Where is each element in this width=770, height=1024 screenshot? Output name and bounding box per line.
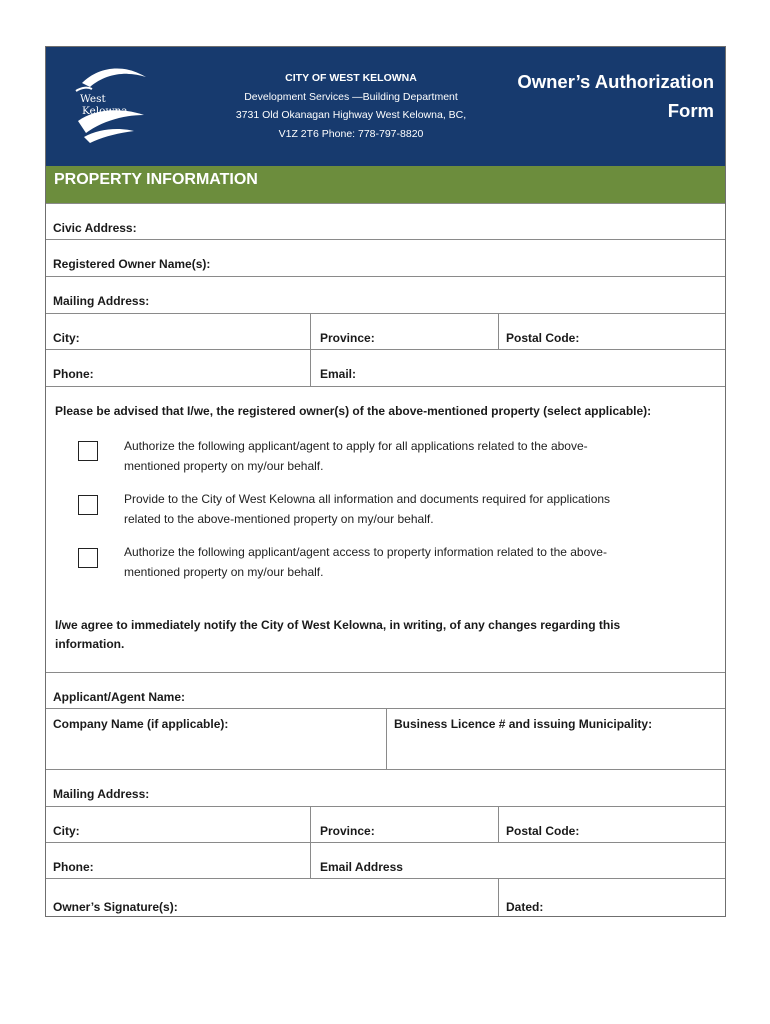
mailing-address-field[interactable]: Mailing Address: (53, 294, 150, 308)
option-1-line2: mentioned property on my/our behalf. (124, 459, 324, 473)
form-title (496, 67, 714, 125)
agreement-line1: I/we agree to immediately notify the City of West Kelowna, in writing, of any changes regarding this (55, 618, 621, 632)
postal-code-field[interactable]: Postal Code: (506, 331, 580, 345)
form-title-line2: Form (667, 100, 714, 121)
address: 3731 Old Okanagan Highway West Kelowna, BC, (235, 109, 467, 121)
divider (498, 806, 499, 842)
divider (46, 276, 725, 277)
divider (46, 842, 725, 843)
owner-signature-field[interactable]: Owner’s Signature(s): (53, 900, 178, 914)
org-info (216, 69, 486, 143)
option-1-checkbox[interactable] (78, 441, 98, 461)
civic-address-field[interactable]: Civic Address: (53, 221, 137, 235)
dated-field[interactable]: Dated: (506, 900, 544, 914)
divider (498, 878, 499, 916)
agreement-line2: information. (55, 636, 125, 651)
divider (386, 708, 387, 769)
divider (46, 349, 725, 350)
divider (46, 313, 725, 314)
applicant-phone-field[interactable]: Phone: (53, 860, 94, 874)
applicant-name-field[interactable]: Applicant/Agent Name: (53, 690, 186, 704)
province-field[interactable]: Province: (320, 331, 375, 345)
email-field[interactable]: Email: (320, 367, 357, 381)
postal-phone: V1Z 2T6 Phone: 778-797-8820 (278, 127, 424, 140)
org-name: CITY OF WEST KELOWNA (285, 72, 417, 84)
phone-field[interactable]: Phone: (53, 367, 94, 381)
option-3-text (124, 542, 714, 582)
option-1-line1: Authorize the following applicant/agent to apply for all applications related to the above- (124, 439, 588, 453)
west-kelowna-logo (68, 65, 152, 147)
divider (310, 313, 311, 386)
option-3-line1: Authorize the following applicant/agent access to property information related to the above- (124, 545, 607, 559)
option-2-checkbox[interactable] (78, 495, 98, 515)
logo-text-west: West (80, 93, 106, 105)
divider (46, 769, 725, 770)
option-2-line2: related to the above-mentioned property on my/our behalf. (124, 512, 434, 526)
option-2-text (124, 489, 714, 529)
department: Development Services —Building Department (244, 90, 458, 103)
registered-owner-field[interactable]: Registered Owner Name(s): (53, 257, 211, 271)
divider (498, 313, 499, 349)
divider (46, 878, 725, 879)
divider (46, 203, 725, 204)
logo-text-kelowna: Kelowna (82, 105, 128, 117)
section-title: PROPERTY INFORMATION (46, 166, 725, 203)
divider (46, 386, 725, 387)
divider (46, 672, 725, 673)
city-field[interactable]: City: (53, 331, 80, 345)
applicant-postal-code-field[interactable]: Postal Code: (506, 824, 580, 838)
applicant-city-field[interactable]: City: (53, 824, 80, 838)
option-2-line1: Provide to the City of West Kelowna all information and documents required for applications (124, 492, 611, 506)
form-title-line1: Owner’s Authorization (517, 71, 714, 92)
applicant-email-field[interactable]: Email Address (320, 860, 403, 874)
option-1-text (124, 436, 714, 476)
form-header (46, 47, 725, 166)
selection-intro: Please be advised that I/we, the registered owner(s) of the above-mentioned property (select applicable): (55, 404, 652, 418)
agreement-statement (55, 616, 715, 653)
business-licence-field[interactable]: Business Licence # and issuing Municipality: (394, 717, 653, 731)
applicant-mailing-address-field[interactable]: Mailing Address: (53, 787, 150, 801)
applicant-province-field[interactable]: Province: (320, 824, 375, 838)
divider (310, 806, 311, 878)
option-3-line2: mentioned property on my/our behalf. (124, 565, 324, 579)
divider (46, 806, 725, 807)
divider (46, 239, 725, 240)
owners-authorization-form (45, 46, 726, 917)
option-3-checkbox[interactable] (78, 548, 98, 568)
company-name-field[interactable]: Company Name (if applicable): (53, 717, 229, 731)
